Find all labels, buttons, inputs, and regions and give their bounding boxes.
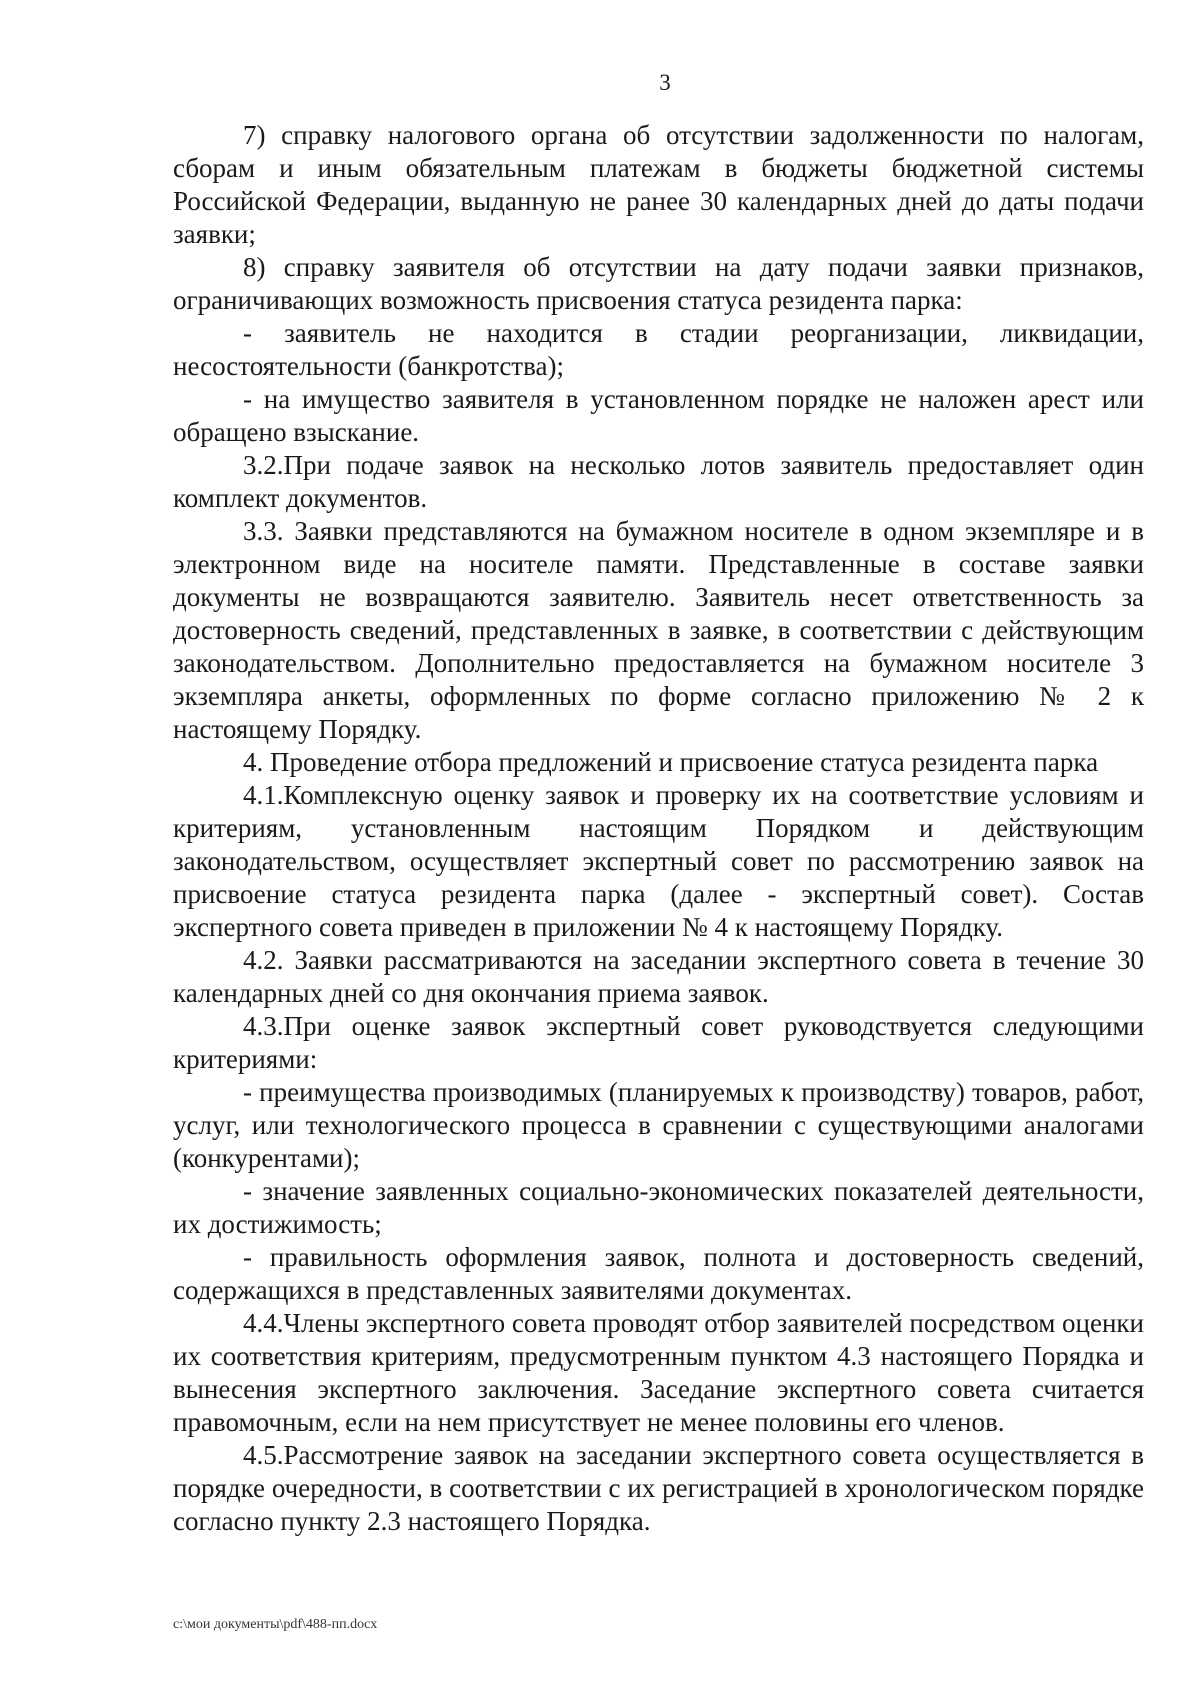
- paragraph-4-3: 4.3.При оценке заявок экспертный совет руководствуется следующими критериями:: [173, 1011, 1144, 1074]
- criteria-item-indicators: - значение заявленных социально-экономических показателей деятельности, их достижимость;: [173, 1176, 1144, 1239]
- footer-file-path: c:\мои документы\pdf\488-пп.docx: [173, 1617, 378, 1632]
- criteria-item-correctness: - правильность оформления заявок, полнота и достоверность сведений, содержащихся в представленных заявителями документах.: [173, 1242, 1144, 1305]
- paragraph-4-1: 4.1.Комплексную оценку заявок и проверку их на соответствие условиям и критериям, установленным настоящим Порядком и действующим законодательством, осуществляет экспертный совет по рассмотрению заявок на присвоение статуса резидента парка (далее - экспертный совет). Состав экспертного совета приведен в приложении № 4 к настоящему Порядку.: [173, 780, 1144, 942]
- criteria-item-advantages: - преимущества производимых (планируемых к производству) товаров, работ, услуг, или технологического процесса в сравнении с существующими аналогами (конкурентами);: [173, 1077, 1144, 1173]
- paragraph-3-3: 3.3. Заявки представляются на бумажном носителе в одном экземпляре и в электронном виде на носителе памяти. Представленные в составе заявки документы не возвращаются заявителю. Заявитель несет ответственность за достоверность сведений, представленных в заявке, в соответствии с действующим законодательством. Дополнительно предоставляется на бумажном носителе 3 экземпляра анкеты, оформленных по форме согласно приложению № 2 к настоящему Порядку.: [173, 516, 1144, 744]
- page-number: 3: [659, 70, 671, 95]
- list-item-no-reorganization: - заявитель не находится в стадии реорганизации, ликвидации, несостоятельности (банкротства);: [173, 318, 1144, 381]
- paragraph-7-tax-certificate: 7) справку налогового органа об отсутствии задолженности по налогам, сборам и иным обязательным платежам в бюджеты бюджетной системы Российской Федерации, выданную не ранее 30 календарных дней до даты подачи заявки;: [173, 120, 1144, 249]
- section-heading-4: 4. Проведение отбора предложений и присвоение статуса резидента парка: [243, 747, 1099, 777]
- document-body: [173, 119, 1144, 1538]
- paragraph-4-2: 4.2. Заявки рассматриваются на заседании экспертного совета в течение 30 календарных дней со дня окончания приема заявок.: [173, 945, 1144, 1008]
- paragraph-3-2: 3.2.При подаче заявок на несколько лотов заявитель предоставляет один комплект документов.: [173, 450, 1144, 513]
- paragraph-4-4: 4.4.Члены экспертного совета проводят отбор заявителей посредством оценки их соответствия критериям, предусмотренным пунктом 4.3 настоящего Порядка и вынесения экспертного заключения. Заседание экспертного совета считается правомочным, если на нем присутствует не менее половины его членов.: [173, 1308, 1144, 1437]
- paragraph-4-5: 4.5.Рассмотрение заявок на заседании экспертного совета осуществляется в порядке очередности, в соответствии с их регистрацией в хронологическом порядке согласно пункту 2.3 настоящего Порядка.: [173, 1440, 1144, 1536]
- paragraph-8-applicant-certificate: 8) справку заявителя об отсутствии на дату подачи заявки признаков, ограничивающих возможность присвоения статуса резидента парка:: [173, 252, 1144, 315]
- list-item-no-arrest: - на имущество заявителя в установленном порядке не наложен арест или обращено взыскание.: [173, 384, 1144, 447]
